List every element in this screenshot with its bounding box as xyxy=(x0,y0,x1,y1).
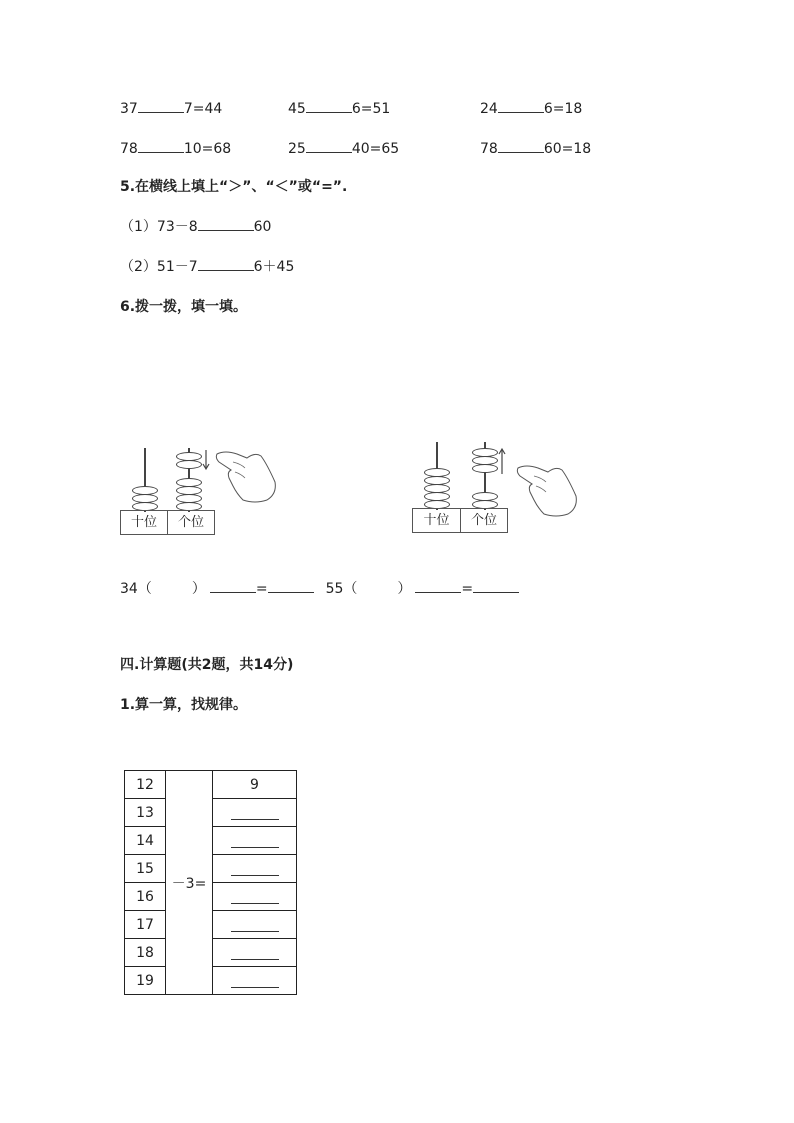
result-cell xyxy=(213,855,297,883)
equals: = xyxy=(255,581,268,597)
result-cell xyxy=(213,911,297,939)
answer-blank[interactable] xyxy=(138,98,184,113)
result-cell: 9 xyxy=(213,771,297,799)
answer-blank[interactable] xyxy=(231,807,279,820)
fill-row2-item3 xyxy=(480,138,591,157)
number-cell: 18 xyxy=(125,939,166,967)
answer-blank[interactable] xyxy=(231,835,279,848)
num-b: 6=18 xyxy=(543,101,583,117)
result-cell xyxy=(213,967,297,995)
num-b: 10=68 xyxy=(183,141,232,157)
fill-row1-item1 xyxy=(120,98,222,117)
result-cell xyxy=(213,883,297,911)
fill-row2-item2 xyxy=(288,138,399,157)
answer-blank[interactable] xyxy=(138,138,184,153)
calc-table xyxy=(124,770,297,995)
q5-item1-prefix: （1）73－8 xyxy=(120,219,198,235)
q5-item1 xyxy=(120,216,271,236)
result-cell xyxy=(213,827,297,855)
answer-blank[interactable] xyxy=(231,863,279,876)
fill-row1-item2 xyxy=(288,98,390,117)
q6-answer-line xyxy=(120,578,519,598)
tens-label: 十位 xyxy=(413,509,461,532)
tens-label: 十位 xyxy=(121,511,168,534)
section4-title: 四.计算题(共2题，共14分) xyxy=(120,657,294,673)
compare-blank[interactable] xyxy=(198,216,254,231)
q5-item1-suffix: 60 xyxy=(253,219,272,235)
answer-blank[interactable] xyxy=(210,578,256,593)
number-cell: 12 xyxy=(125,771,166,799)
result-cell xyxy=(213,799,297,827)
answer-blank[interactable] xyxy=(473,578,519,593)
place-value-box xyxy=(120,510,215,535)
number-cell: 15 xyxy=(125,855,166,883)
q6-title: 6.拨一拨，填一填。 xyxy=(120,299,248,315)
fill-row2-item1 xyxy=(120,138,231,157)
fill-row1-item3 xyxy=(480,98,582,117)
answer-blank[interactable] xyxy=(306,98,352,113)
number-cell: 14 xyxy=(125,827,166,855)
num-a: 24 xyxy=(480,101,498,117)
answer-blank[interactable] xyxy=(498,98,544,113)
num-b: 60=18 xyxy=(543,141,592,157)
answer-blank[interactable] xyxy=(415,578,461,593)
q5-item2-suffix: 6＋45 xyxy=(253,259,295,275)
answer-blank[interactable] xyxy=(231,919,279,932)
arrow-up-icon xyxy=(496,446,512,476)
left-number: 34（ xyxy=(120,581,152,597)
q5-item2-prefix: （2）51－7 xyxy=(120,259,198,275)
right-paren-close: ） xyxy=(397,581,412,597)
q5-title: 5.在横线上填上“＞”、“＜”或“=”. xyxy=(120,179,348,195)
answer-blank[interactable] xyxy=(306,138,352,153)
abacus-left xyxy=(120,442,290,537)
answer-blank[interactable] xyxy=(231,947,279,960)
number-cell: 17 xyxy=(125,911,166,939)
section4-q1-title: 1.算一算，找规律。 xyxy=(120,697,248,713)
number-cell: 19 xyxy=(125,967,166,995)
ones-label: 个位 xyxy=(177,515,204,530)
compare-blank[interactable] xyxy=(198,256,254,271)
result-cell xyxy=(213,939,297,967)
num-b: 40=65 xyxy=(351,141,400,157)
answer-blank[interactable] xyxy=(268,578,314,593)
left-paren-close: ） xyxy=(191,581,206,597)
number-cell: 13 xyxy=(125,799,166,827)
right-number: 55（ xyxy=(325,581,358,597)
num-a: 37 xyxy=(120,101,138,117)
hand-icon xyxy=(215,442,285,508)
number-cell: 16 xyxy=(125,883,166,911)
num-a: 45 xyxy=(288,101,306,117)
num-a: 78 xyxy=(120,141,138,157)
equals: = xyxy=(461,581,474,597)
num-b: 6=51 xyxy=(351,101,391,117)
table-row xyxy=(125,771,297,799)
q5-item2 xyxy=(120,256,294,276)
ones-label: 个位 xyxy=(470,513,497,528)
answer-blank[interactable] xyxy=(231,891,279,904)
num-b: 7=44 xyxy=(183,101,223,117)
abacus-right xyxy=(412,442,592,537)
operator-cell: －3= xyxy=(166,771,213,995)
answer-blank[interactable] xyxy=(498,138,544,153)
num-a: 78 xyxy=(480,141,498,157)
bead xyxy=(472,464,498,473)
bead xyxy=(176,460,202,469)
place-value-box xyxy=(412,508,508,533)
hand-icon xyxy=(516,456,588,522)
num-a: 25 xyxy=(288,141,306,157)
answer-blank[interactable] xyxy=(231,975,279,988)
